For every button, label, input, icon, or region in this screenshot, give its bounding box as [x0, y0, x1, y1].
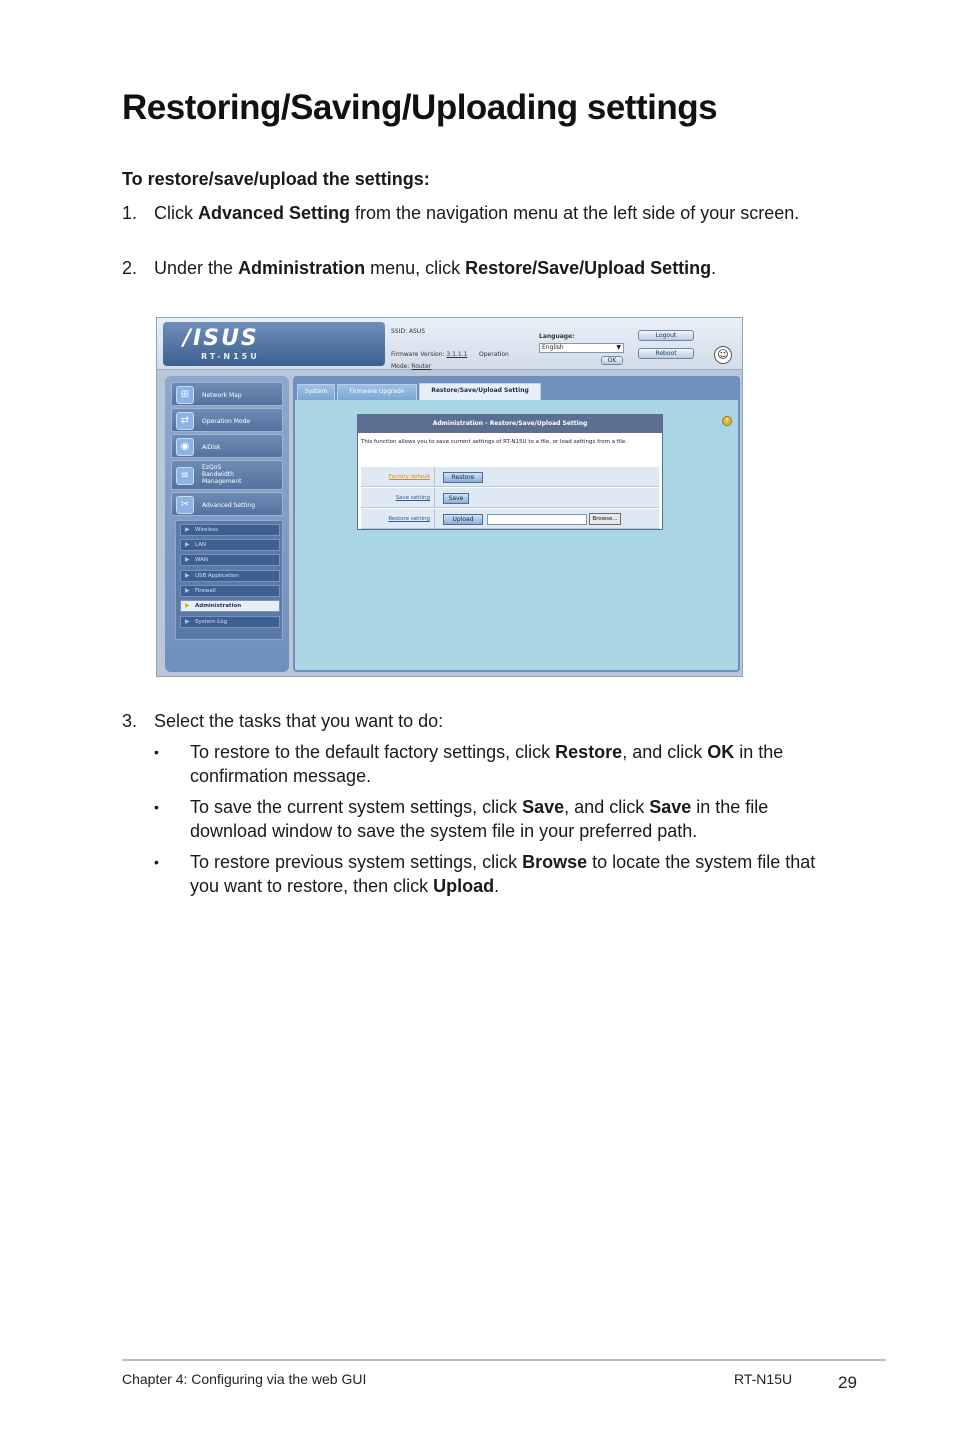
restore-save-upload-panel — [357, 414, 663, 530]
bold-term: Restore — [555, 742, 623, 762]
arrow-right-icon: ▶ — [185, 556, 190, 563]
language-label: Language: — [539, 333, 575, 340]
step-number: 2. — [122, 258, 138, 278]
bullet-restore: • To restore to the default factory settings, click Restore, and click OK in the confirmation message. — [154, 742, 784, 786]
save-setting-row — [361, 488, 659, 508]
step-number: 3. — [122, 711, 138, 731]
subnav-firewall[interactable]: ▶ Firewall — [180, 585, 280, 597]
footer-model: RT-N15U — [734, 1371, 793, 1387]
subnav-lan[interactable]: ▶ LAN — [180, 539, 280, 551]
footer-divider — [122, 1359, 886, 1361]
content-area — [293, 376, 740, 672]
subnav-system-log[interactable]: ▶ System Log — [180, 616, 280, 628]
bold-term: OK — [707, 742, 735, 762]
asus-logo-panel — [163, 322, 385, 366]
page-number: 29 — [838, 1373, 857, 1392]
operation-label: Operation — [479, 351, 509, 358]
arrow-right-icon: ▶ — [185, 602, 190, 609]
bullet-save: • To save the current system settings, click Save, and click Save in the file download window to save the system file in your preferred path. — [154, 797, 769, 841]
firmware-label: Firmware Version: 3.1.1.1 — [391, 351, 468, 358]
subnav-wan[interactable]: ▶ WAN — [180, 554, 280, 566]
tab-restore-save-upload[interactable]: Restore/Save/Upload Setting — [419, 383, 541, 400]
nav-ezqos[interactable]: ≡ EzQoS Bandwidth Management — [171, 460, 283, 490]
subnav-administration[interactable]: ▶ Administration — [180, 600, 280, 612]
bold-term: Upload — [433, 876, 495, 896]
operation-mode-icon: ⇄ — [176, 412, 194, 430]
logout-button[interactable]: Logout — [638, 330, 694, 341]
left-navigation — [165, 376, 289, 672]
router-gui-screenshot — [156, 317, 743, 677]
tab-bar — [295, 378, 738, 400]
bold-term: Restore/Save/Upload Setting — [465, 258, 712, 278]
nav-advanced-setting[interactable]: ✂ Advanced Setting — [171, 492, 283, 516]
bold-term: Browse — [522, 852, 588, 872]
arrow-right-icon: ▶ — [185, 526, 190, 533]
restore-button[interactable]: Restore — [443, 472, 483, 483]
bullet-marker: • — [154, 854, 159, 870]
file-path-input[interactable] — [487, 514, 587, 525]
bold-term: Administration — [238, 258, 366, 278]
aidisk-icon: ◉ — [176, 438, 194, 456]
nav-operation-mode[interactable]: ⇄ Operation Mode — [171, 408, 283, 432]
arrow-right-icon: ▶ — [185, 541, 190, 548]
panel-description: This function allows you to save current settings of RT-N15U to a file, or load settings from a file. — [361, 439, 627, 445]
save-setting-label: Save setting — [361, 488, 435, 508]
bullet-marker: • — [154, 799, 159, 815]
tab-firmware-upgrade[interactable]: Firmware Upgrade — [337, 384, 417, 400]
subnav-usb-application[interactable]: ▶ USB Application — [180, 570, 280, 582]
bullet-upload: • To restore previous system settings, click Browse to locate the system file that you want to restore, then click Upload. — [154, 852, 816, 896]
smiley-icon: ☺ — [714, 346, 732, 364]
step-number: 1. — [122, 203, 138, 223]
ssid-label: SSID: ASUS — [391, 328, 426, 335]
restore-setting-row — [361, 509, 659, 529]
arrow-right-icon: ▶ — [185, 618, 190, 625]
nav-network-map[interactable]: ⊞ Network Map — [171, 382, 283, 406]
bold-term: Advanced Setting — [198, 203, 351, 223]
save-button[interactable]: Save — [443, 493, 469, 504]
qos-icon: ≡ — [176, 467, 194, 485]
model-label: RT-N15U — [201, 352, 260, 361]
bullet-marker: • — [154, 744, 159, 760]
gui-header — [157, 318, 743, 370]
tab-system[interactable]: System — [297, 384, 335, 400]
panel-title: Administration - Restore/Save/Upload Setting — [358, 415, 662, 433]
asus-logo: /ISUS — [183, 326, 259, 351]
procedure-heading: To restore/save/upload the settings: — [122, 169, 430, 189]
arrow-right-icon: ▶ — [185, 572, 190, 579]
language-select[interactable]: English ▼ — [539, 343, 624, 353]
nav-aidisk[interactable]: ◉ AiDisk — [171, 434, 283, 458]
restore-setting-label: Restore setting — [361, 509, 435, 529]
bold-term: Save — [649, 797, 692, 817]
step-1: 1. Click Advanced Setting from the navigation menu at the left side of your screen. — [122, 201, 814, 226]
factory-default-row — [361, 467, 659, 487]
bold-term: Save — [522, 797, 565, 817]
network-map-icon: ⊞ — [176, 386, 194, 404]
language-ok-button[interactable]: OK — [601, 356, 623, 365]
arrow-right-icon: ▶ — [185, 587, 190, 594]
chevron-down-icon: ▼ — [616, 344, 621, 351]
upload-button[interactable]: Upload — [443, 514, 483, 525]
footer-chapter: Chapter 4: Configuring via the web GUI — [122, 1371, 367, 1387]
reboot-button[interactable]: Reboot — [638, 348, 694, 359]
help-icon[interactable]: ? — [722, 416, 732, 426]
advanced-setting-icon: ✂ — [176, 496, 194, 514]
step-2: 2. Under the Administration menu, click Restore/Save/Upload Setting. — [122, 256, 814, 281]
advanced-submenu — [175, 520, 283, 640]
browse-button[interactable]: Browse... — [589, 513, 621, 525]
subnav-wireless[interactable]: ▶ Wireless — [180, 524, 280, 536]
page-title: Restoring/Saving/Uploading settings — [122, 88, 718, 127]
mode-label: Mode: Router — [391, 363, 432, 370]
factory-default-label: Factory default — [361, 467, 435, 487]
step-3: 3. Select the tasks that you want to do: — [122, 709, 814, 734]
